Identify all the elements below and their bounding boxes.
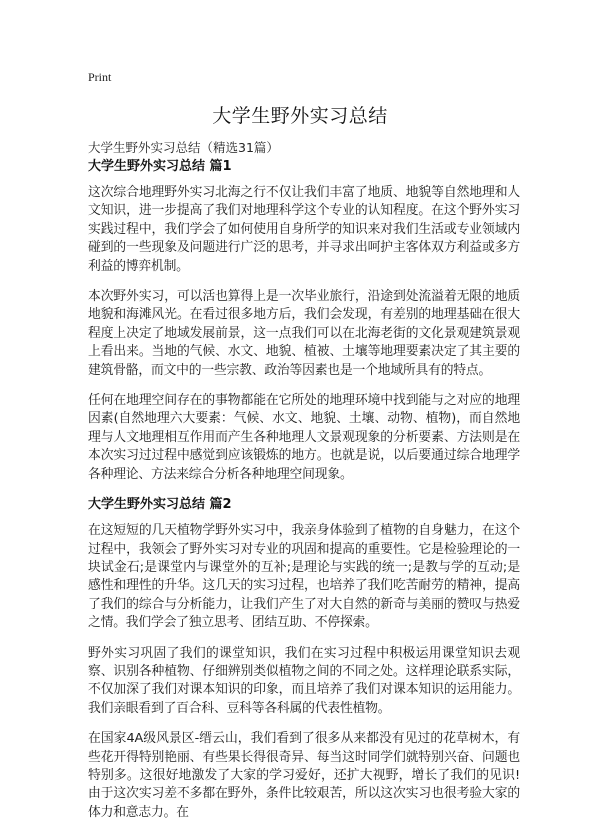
section-heading: 大学生野外实习总结 篇1 — [88, 159, 232, 174]
document-body — [88, 158, 520, 834]
section-1 — [88, 158, 520, 484]
print-label: Print — [88, 70, 112, 84]
paragraph: 这次综合地理野外实习北海之行不仅让我们丰富了地质、地貌等自然地理和人文知识，进一步提高了我们对地理科学这个专业的认知程度。在这个野外实习实践过程中，我们学会了如何使用自身所学的知识来对我们生活或专业领域内碰到的一些现象及问题进行广泛的思考，并寻求出呵护主客体双方利益或多方利益的博弈机制。 — [88, 185, 520, 274]
paragraph: 本次野外实习，可以活也算得上是一次毕业旅行，沿途到处流溢着无限的地质地貌和海滩风光。在看过很多地方后，我们会发现，有差别的地理基础在很大程度上决定了地域发展前景，这一点我们可以在北海老街的文化景观建筑景观上看出来。当地的气候、水文、地貌、植被、土壤等地理要素决定了其主要的建筑骨骼，而文中的一些宗教、政治等因素也是一个地域所具有的特点。 — [88, 289, 520, 378]
section-2 — [88, 496, 520, 822]
paragraph: 在国家4A级风景区-缙云山，我们看到了很多从来都没有见过的花草树木，有些花开得特别艳丽、有些果长得很奇异、每当这时同学们就特别兴奋、问题也特别多。这很好地激发了大家的学习爱好，还扩大视野，增长了我们的见识!由于这次实习差不多都在野外，条件比较艰苦，所以这次实习也很考验大家的体力和意志力。在 — [88, 731, 520, 820]
paragraph: 在这短短的几天植物学野外实习中，我亲身体验到了植物的自身魅力，在这个过程中，我领会了野外实习对专业的巩固和提高的重要性。它是检验理论的一块试金石;是课堂内与课堂外的互补;是理论与实践的统一;是教与学的互动;是感性和理性的升华。这几天的实习过程，也培养了我们吃苦耐劳的精神，提高了我们的综合与分析能力，让我们产生了对大自然的新奇与美丽的赞叹与热爱之情。我们学会了独立思考、团结互助、不停探索。 — [88, 523, 520, 631]
document-subtitle: 大学生野外实习总结（精选31篇） — [88, 140, 279, 155]
section-heading: 大学生野外实习总结 篇2 — [88, 497, 232, 513]
paragraph: 野外实习巩固了我们的课堂知识，我们在实习过程中积极运用课堂知识去观察、识别各种植物、仔细辨别类似植物之间的不同之处。这样理论联系实际，不仅加深了我们对课本知识的印象，而且培养了我们对课本知识的运用能力。我们亲眼看到了百合科、豆科等各科属的代表性植物。 — [88, 645, 520, 716]
page-title: 大学生野外实习总结 — [212, 105, 388, 127]
paragraph: 任何在地理空间存在的事物都能在它所处的地理环境中找到能与之对应的地理因素(自然地理六大要素：气候、水文、地貌、土壤、动物、植物)，而自然地理与人文地理相互作用而产生各种地理人文景观现象的分析要素、方法则是在本次实习过过程中感觉到应该锻炼的地方。也就是说，以后要通过综合地理学各种理论、方法来综合分析各种地理空间现象。 — [88, 393, 520, 482]
